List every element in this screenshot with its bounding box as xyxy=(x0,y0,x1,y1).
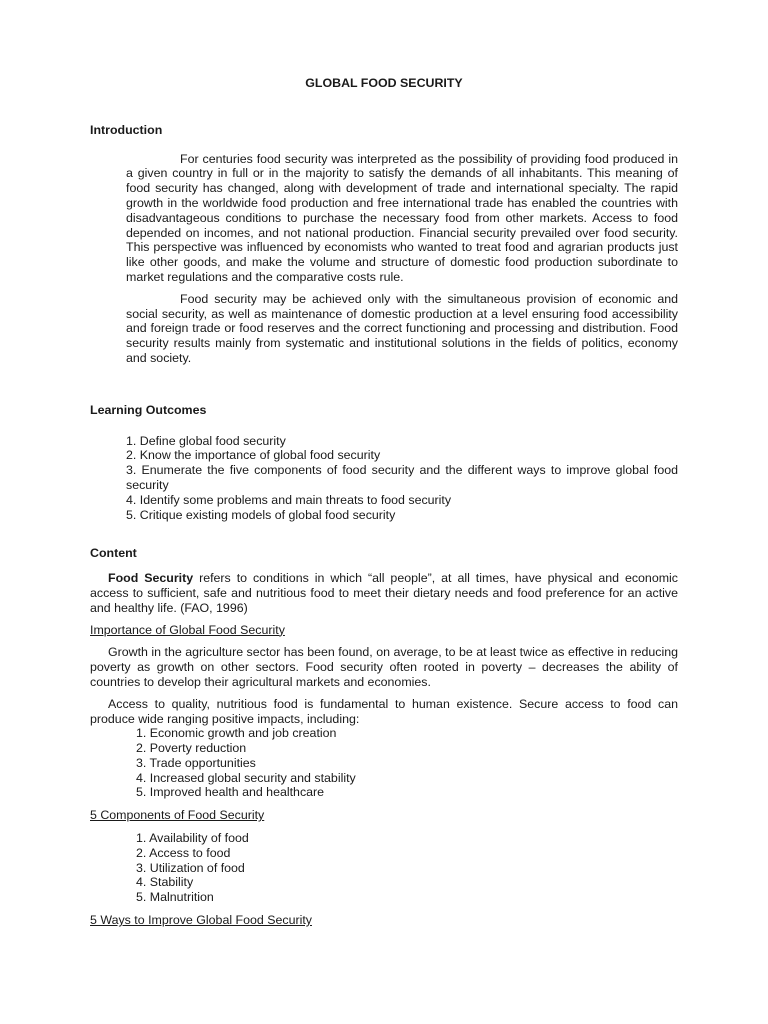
learning-outcomes-list xyxy=(126,434,678,523)
section-spacer xyxy=(126,373,678,403)
intro-paragraph-2: Food security may be achieved only with the simultaneous provision of economic and social security, as well as maintenance of domestic production at a level ensuring food accessibility and foreign trade or food reserves and the correct functioning and processing and distribution. Food security results mainly from systematic and institutional solutions in the fields of politics, economy and society. xyxy=(126,291,678,365)
components-list xyxy=(136,831,678,905)
list-item: 3. Enumerate the five components of food security and the different ways to improve global food security xyxy=(126,463,678,492)
definition-term: Food Security xyxy=(108,571,194,586)
section-spacer xyxy=(126,522,678,546)
ways-heading: 5 Ways to Improve Global Food Security xyxy=(90,913,312,928)
list-item: 2. Access to food xyxy=(136,845,231,860)
list-item: 5. Critique existing models of global food security xyxy=(126,507,396,522)
intro-paragraph-1: For centuries food security was interpreted as the possibility of providing food produced in a given country in full or in the majority to satisfy the demands of all inhabitants. This meaning of food security has changed, along with development of trade and international specialty. The rapid growth in the worldwide food production and free international trade has enabled the countries with disadvantageous conditions to purchase the necessary food from other markets. Access to food depended on incomes, and not national production. Financial security prevailed over food security. This perspective was influenced by economists who wanted to treat food and agrarian products just like other goods, and make the volume and structure of domestic food production subordinate to market regulations and the comparative costs rule. xyxy=(126,151,678,284)
food-security-definition xyxy=(90,571,678,615)
list-item: 5. Malnutrition xyxy=(136,890,214,905)
learning-outcomes-heading: Learning Outcomes xyxy=(90,402,207,417)
list-item: 3. Utilization of food xyxy=(136,860,245,875)
list-item: 1. Availability of food xyxy=(136,831,249,846)
list-item: 2. Know the importance of global food security xyxy=(126,448,381,463)
importance-paragraph-2: Access to quality, nutritious food is fundamental to human existence. Secure access to food can produce wide ranging positive impacts, including: xyxy=(90,696,678,726)
list-item: 4. Increased global security and stability xyxy=(136,770,356,785)
impacts-list xyxy=(136,726,678,800)
list-item: 1. Define global food security xyxy=(126,433,286,448)
list-item: 1. Economic growth and job creation xyxy=(136,726,337,741)
components-heading: 5 Components of Food Security xyxy=(90,808,265,823)
document-title: GLOBAL FOOD SECURITY xyxy=(305,76,463,90)
content-heading: Content xyxy=(90,546,137,561)
definition-text: refers to conditions in which “all people”, at all times, have physical and economic access to sufficient, safe and nutritious food to meet their dietary needs and food preference for an active and healthy life. (FAO, 1996) xyxy=(90,571,678,615)
list-item: 3. Trade opportunities xyxy=(136,755,256,770)
introduction-heading: Introduction xyxy=(90,122,163,137)
importance-heading: Importance of Global Food Security xyxy=(90,622,285,637)
list-item: 2. Poverty reduction xyxy=(136,741,247,756)
list-item: 5. Improved health and healthcare xyxy=(136,785,325,800)
importance-paragraph-1: Growth in the agriculture sector has been found, on average, to be at least twice as effective in reducing poverty as growth on other sectors. Food security often rooted in poverty – decreases the ability of countries to develop their agricultural markets and economies. xyxy=(90,645,678,689)
list-item: 4. Identify some problems and main threats to food security xyxy=(126,492,452,507)
list-item: 4. Stability xyxy=(136,875,194,890)
